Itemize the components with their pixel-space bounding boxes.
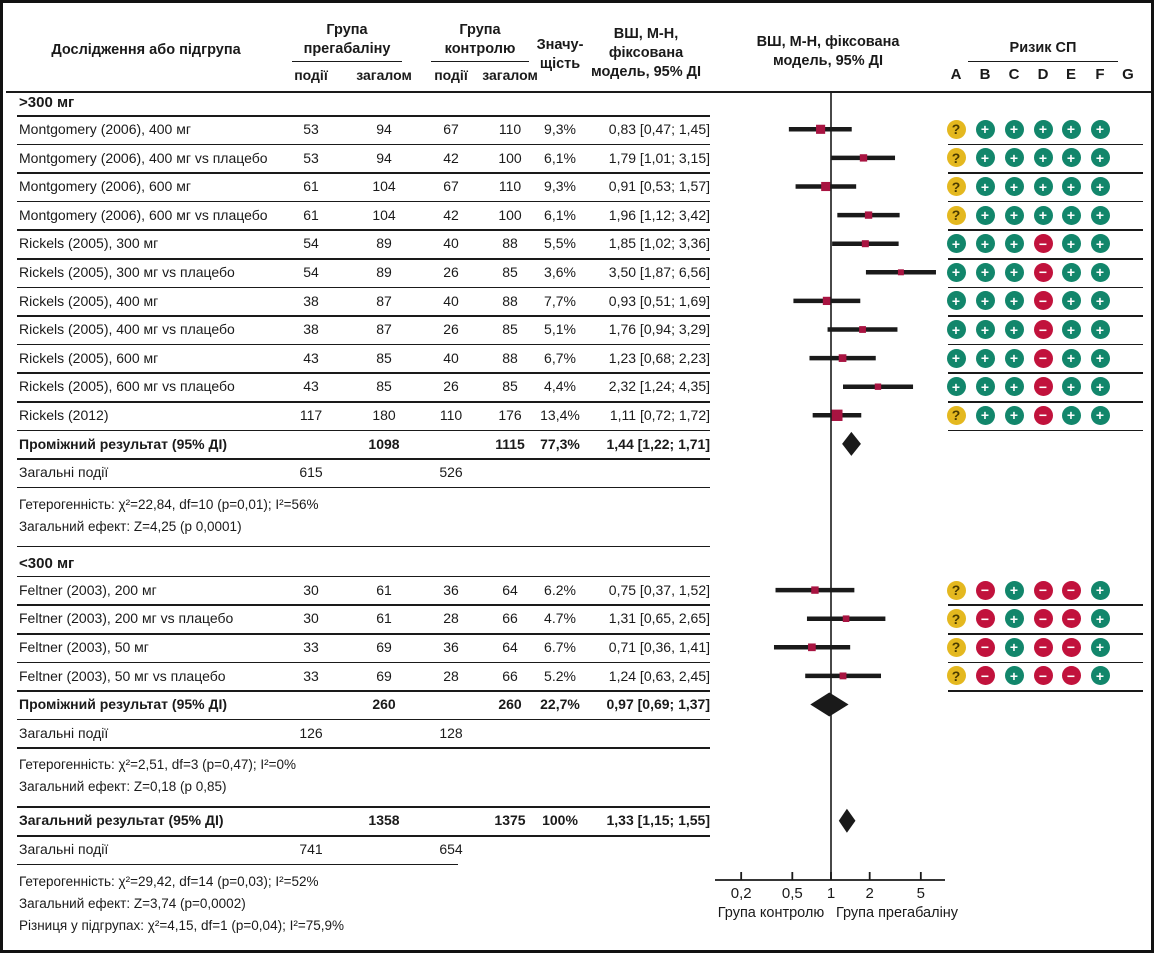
weight-cell: 3,6%: [544, 264, 576, 280]
risk-plus-icon: +: [947, 263, 966, 282]
risk-plus-icon: +: [976, 320, 995, 339]
risk-plus-icon: +: [976, 349, 995, 368]
study-name: Rickels (2005), 300 мг vs плацебо: [19, 264, 235, 280]
risk-plus-icon: +: [1091, 609, 1110, 628]
risk-plus-icon: +: [1091, 581, 1110, 600]
pregabalin-events-cell: 54: [303, 235, 319, 252]
weight-cell: 6,7%: [544, 349, 576, 366]
subtotal-weight: 22,7%: [540, 696, 580, 713]
or-ci-cell: 0,97 [0,69; 1,37]: [606, 696, 710, 713]
pregabalin-events-cell: 53: [303, 149, 319, 166]
subtotal-weight: 77,3%: [540, 435, 580, 452]
or-column-header: ВШ, М-Н, фіксована модель, 95% ДІ: [590, 26, 702, 80]
or-ci-cell: 1,33 [1,15; 1,55]: [606, 812, 710, 829]
subtotal-label: Проміжний результат (95% ДІ): [19, 435, 228, 452]
risk-plus-icon: +: [1034, 120, 1053, 139]
or-ci-cell: 0,91 [0,53; 1,57]: [608, 178, 710, 195]
study-name: Rickels (2005), 300 мг: [19, 235, 159, 252]
risk-plus-icon: +: [947, 349, 966, 368]
control-events-cell: 40: [443, 349, 459, 366]
risk-plus-icon: +: [1091, 349, 1110, 368]
row-divider: [948, 144, 1143, 146]
control-events-cell: 40: [443, 292, 459, 309]
control-events-cell: 42: [443, 206, 459, 223]
risk-plus-icon: +: [976, 377, 995, 396]
total-events-control: 128: [439, 724, 463, 741]
risk-plus-icon: +: [947, 377, 966, 396]
overall-pregabalin-total: 1358: [368, 812, 400, 829]
pregabalin-group-header: Група прегабаліну: [292, 21, 402, 62]
study-column-header: Дослідження або підгрупа: [51, 42, 241, 58]
risk-plus-icon: +: [1005, 177, 1024, 196]
pregabalin-total-cell: 94: [376, 121, 392, 137]
risk-plus-icon: +: [1005, 377, 1024, 396]
or-ci-cell: 0,83 [0,47; 1,45]: [608, 121, 710, 137]
subtotal-control-total: 260: [498, 696, 522, 713]
row-divider: [17, 487, 710, 489]
control-total-cell: 88: [502, 349, 518, 366]
total-events-label: Загальні події: [19, 464, 109, 481]
pregabalin-events-cell: 61: [303, 206, 319, 223]
row-divider: [948, 258, 1143, 260]
study-name: Rickels (2005), 400 мг: [19, 292, 159, 309]
weight-cell: 6,1%: [544, 206, 576, 223]
pregabalin-total-cell: 89: [376, 264, 392, 280]
axis-tick-label: 0,2: [730, 885, 752, 902]
pregabalin-events-header: події: [294, 67, 328, 83]
weight-cell: 5,1%: [544, 321, 576, 338]
control-total-cell: 176: [498, 407, 522, 423]
risk-plus-icon: +: [1062, 320, 1081, 339]
risk-letter-D: D: [1037, 66, 1049, 83]
risk-minus-icon: −: [1062, 609, 1081, 628]
risk-plus-icon: +: [976, 206, 995, 225]
risk-plus-icon: +: [1005, 581, 1024, 600]
risk-minus-icon: −: [1062, 666, 1081, 685]
study-name: Rickels (2005), 600 мг vs плацебо: [19, 378, 235, 395]
plot-column-header: ВШ, М-Н, фіксована модель, 95% ДІ: [756, 34, 900, 69]
control-total-cell: 64: [502, 639, 518, 655]
pregabalin-total-cell: 69: [376, 667, 392, 684]
risk-letter-B: B: [979, 66, 991, 83]
risk-minus-icon: −: [1034, 263, 1053, 282]
overall-weight: 100%: [542, 812, 578, 829]
overall-events-label: Загальні події: [19, 841, 109, 857]
heterogeneity-note: Загальний ефект: Z=4,25 (p 0,0001): [19, 518, 242, 534]
study-name: Feltner (2003), 50 мг vs плацебо: [19, 667, 226, 684]
pregabalin-events-cell: 54: [303, 264, 319, 280]
or-ci-cell: 1,31 [0,65, 2,65]: [608, 610, 710, 627]
risk-plus-icon: +: [1005, 120, 1024, 139]
control-events-cell: 40: [443, 235, 459, 252]
risk-letter-E: E: [1065, 66, 1076, 83]
risk-minus-icon: −: [1034, 320, 1053, 339]
weight-cell: 6.7%: [544, 639, 576, 655]
study-name: Feltner (2003), 200 мг vs плацебо: [19, 610, 234, 627]
weight-cell: 5.2%: [544, 667, 576, 684]
risk-plus-icon: +: [947, 320, 966, 339]
risk-plus-icon: +: [1091, 234, 1110, 253]
control-total-cell: 64: [502, 581, 518, 598]
control-events-cell: 28: [443, 610, 459, 627]
row-divider: [948, 372, 1143, 374]
pregabalin-total-cell: 104: [372, 206, 396, 223]
pregabalin-total-cell: 69: [376, 639, 392, 655]
risk-plus-icon: +: [1091, 377, 1110, 396]
study-name: Montgomery (2006), 600 мг vs плацебо: [19, 206, 268, 223]
risk-question-icon: ?: [947, 666, 966, 685]
study-name: Rickels (2005), 600 мг: [19, 349, 159, 366]
axis-left-label: Група контролю: [717, 905, 825, 921]
pregabalin-total-cell: 180: [372, 407, 396, 423]
pregabalin-events-cell: 61: [303, 178, 319, 195]
or-ci-cell: 1,85 [1,02; 3,36]: [608, 235, 710, 252]
risk-plus-icon: +: [1062, 291, 1081, 310]
total-events-label: Загальні події: [19, 724, 109, 741]
overall-heterogeneity-note: Гетерогенність: χ²=29,42, df=14 (p=0,03); I²=52%: [19, 873, 319, 889]
control-events-cell: 28: [443, 667, 459, 684]
risk-plus-icon: +: [1091, 148, 1110, 167]
risk-minus-icon: −: [1034, 291, 1053, 310]
row-divider: [948, 690, 1143, 692]
risk-letter-G: G: [1122, 66, 1134, 83]
risk-minus-icon: −: [1034, 406, 1053, 425]
risk-question-icon: ?: [947, 609, 966, 628]
control-total-cell: 66: [502, 667, 518, 684]
risk-minus-icon: −: [976, 666, 995, 685]
control-total-cell: 88: [502, 235, 518, 252]
risk-letter-A: A: [950, 66, 962, 83]
risk-column-header: Ризик СП: [968, 39, 1118, 62]
risk-minus-icon: −: [1034, 234, 1053, 253]
risk-plus-icon: +: [1005, 206, 1024, 225]
subtotal-pregabalin-total: 260: [372, 696, 396, 713]
risk-minus-icon: −: [1034, 581, 1053, 600]
risk-plus-icon: +: [1062, 148, 1081, 167]
risk-minus-icon: −: [1062, 638, 1081, 657]
weight-cell: 13,4%: [540, 407, 580, 423]
pregabalin-events-cell: 30: [303, 581, 319, 598]
risk-plus-icon: +: [1091, 120, 1110, 139]
risk-plus-icon: +: [976, 406, 995, 425]
weight-cell: 9,3%: [544, 121, 576, 137]
control-events-header: події: [434, 67, 468, 83]
risk-letter-F: F: [1095, 66, 1105, 83]
row-divider: [948, 201, 1143, 203]
risk-plus-icon: +: [1091, 291, 1110, 310]
risk-plus-icon: +: [1034, 177, 1053, 196]
study-name: Montgomery (2006), 600 мг: [19, 178, 191, 195]
pregabalin-total-cell: 94: [376, 149, 392, 166]
pregabalin-total-cell: 85: [376, 349, 392, 366]
or-ci-cell: 1,24 [0,63, 2,45]: [608, 667, 710, 684]
risk-plus-icon: +: [976, 291, 995, 310]
control-events-cell: 26: [443, 321, 459, 338]
control-events-cell: 42: [443, 149, 459, 166]
risk-minus-icon: −: [976, 638, 995, 657]
risk-question-icon: ?: [947, 406, 966, 425]
risk-plus-icon: +: [1062, 406, 1081, 425]
risk-plus-icon: +: [1062, 263, 1081, 282]
row-divider: [17, 835, 710, 837]
risk-plus-icon: +: [1091, 666, 1110, 685]
subtotal-label: Проміжний результат (95% ДІ): [19, 696, 228, 713]
row-divider: [17, 546, 710, 548]
axis-tick-label: 0,5: [781, 885, 803, 902]
total-events-control: 526: [439, 464, 463, 481]
row-divider: [17, 458, 710, 460]
control-events-cell: 26: [443, 378, 459, 395]
subgroup-header: <300 мг: [19, 554, 75, 572]
row-divider: [948, 172, 1143, 174]
control-total-cell: 85: [502, 321, 518, 338]
risk-minus-icon: −: [1034, 377, 1053, 396]
subtotal-pregabalin-total: 1098: [368, 435, 400, 452]
weight-cell: 9,3%: [544, 178, 576, 195]
risk-minus-icon: −: [1034, 609, 1053, 628]
risk-plus-icon: +: [1062, 234, 1081, 253]
or-ci-cell: 1,76 [0,94; 3,29]: [608, 321, 710, 338]
or-ci-cell: 1,79 [1,01; 3,15]: [608, 149, 710, 166]
study-name: Rickels (2005), 400 мг vs плацебо: [19, 321, 235, 338]
row-divider: [948, 430, 1143, 432]
risk-plus-icon: +: [1062, 206, 1081, 225]
pregabalin-total-cell: 61: [376, 610, 392, 627]
risk-plus-icon: +: [1005, 234, 1024, 253]
risk-plus-icon: +: [947, 291, 966, 310]
risk-plus-icon: +: [1091, 320, 1110, 339]
risk-plus-icon: +: [976, 177, 995, 196]
weight-column-header: Значу-щість: [536, 37, 584, 72]
risk-minus-icon: −: [976, 581, 995, 600]
study-name: Montgomery (2006), 400 мг vs плацебо: [19, 149, 268, 166]
or-ci-cell: 0,75 [0,37, 1,52]: [608, 581, 710, 598]
or-ci-cell: 0,93 [0,51; 1,69]: [608, 292, 710, 309]
row-divider: [17, 719, 710, 721]
axis-right-label: Група прегабаліну: [835, 905, 959, 921]
or-ci-cell: 2,32 [1,24; 4,35]: [608, 378, 710, 395]
risk-plus-icon: +: [1062, 377, 1081, 396]
subtotal-control-total: 1115: [495, 435, 525, 452]
risk-plus-icon: +: [1005, 148, 1024, 167]
overall-events-control: 654: [439, 841, 463, 857]
row-divider: [17, 747, 710, 749]
control-total-cell: 85: [502, 264, 518, 280]
risk-plus-icon: +: [1062, 120, 1081, 139]
row-divider: [17, 864, 458, 866]
weight-cell: 5,5%: [544, 235, 576, 252]
study-name: Rickels (2012): [19, 407, 109, 423]
axis-tick-label: 1: [826, 885, 836, 902]
control-total-cell: 100: [498, 149, 522, 166]
row-divider: [948, 287, 1143, 289]
weight-cell: 7,7%: [544, 292, 576, 309]
risk-plus-icon: +: [1005, 349, 1024, 368]
row-divider: [948, 229, 1143, 231]
heterogeneity-note: Гетерогенність: χ²=2,51, df=3 (p=0,47); I²=0%: [19, 757, 296, 773]
risk-plus-icon: +: [1091, 638, 1110, 657]
pregabalin-total-cell: 85: [376, 378, 392, 395]
control-total-cell: 100: [498, 206, 522, 223]
total-events-pregabalin: 126: [299, 724, 323, 741]
control-events-cell: 26: [443, 264, 459, 280]
row-divider: [948, 401, 1143, 403]
study-name: Montgomery (2006), 400 мг: [19, 121, 191, 137]
subgroup-header: >300 мг: [19, 94, 75, 111]
risk-plus-icon: +: [1062, 349, 1081, 368]
or-ci-cell: 1,96 [1,12; 3,42]: [608, 206, 710, 223]
risk-plus-icon: +: [1034, 206, 1053, 225]
overall-heterogeneity-note: Загальний ефект: Z=3,74 (p=0,0002): [19, 895, 246, 911]
risk-plus-icon: +: [976, 120, 995, 139]
risk-plus-icon: +: [1005, 291, 1024, 310]
overall-total-label: Загальний результат (95% ДІ): [19, 812, 224, 829]
pregabalin-events-cell: 53: [303, 121, 319, 137]
risk-plus-icon: +: [976, 148, 995, 167]
risk-question-icon: ?: [947, 206, 966, 225]
axis-tick-label: 5: [916, 885, 925, 902]
study-name: Feltner (2003), 200 мг: [19, 581, 157, 598]
risk-plus-icon: +: [1034, 148, 1053, 167]
pregabalin-total-cell: 87: [376, 292, 392, 309]
control-events-cell: 67: [443, 121, 459, 137]
or-ci-cell: 0,71 [0,36, 1,41]: [608, 639, 710, 655]
control-total-cell: 88: [502, 292, 518, 309]
study-name: Feltner (2003), 50 мг: [19, 639, 149, 655]
risk-plus-icon: +: [1091, 206, 1110, 225]
control-group-header: Група контролю: [431, 21, 529, 62]
control-total-header: загалом: [482, 67, 538, 83]
pregabalin-events-cell: 43: [303, 349, 319, 366]
weight-cell: 4.7%: [544, 610, 576, 627]
weight-cell: 4,4%: [544, 378, 576, 395]
row-divider: [948, 604, 1143, 606]
pregabalin-events-cell: 38: [303, 292, 319, 309]
pregabalin-events-cell: 30: [303, 610, 319, 627]
risk-plus-icon: +: [1005, 406, 1024, 425]
or-ci-cell: 1,44 [1,22; 1,71]: [606, 435, 710, 452]
row-divider: [948, 315, 1143, 317]
risk-plus-icon: +: [1005, 638, 1024, 657]
risk-minus-icon: −: [1062, 581, 1081, 600]
control-events-cell: 67: [443, 178, 459, 195]
total-events-pregabalin: 615: [299, 464, 323, 481]
risk-plus-icon: +: [1091, 263, 1110, 282]
risk-plus-icon: +: [1091, 406, 1110, 425]
risk-letter-C: C: [1008, 66, 1020, 83]
risk-plus-icon: +: [976, 234, 995, 253]
risk-question-icon: ?: [947, 581, 966, 600]
weight-cell: 6.2%: [544, 581, 576, 598]
heterogeneity-note: Загальний ефект: Z=0,18 (p 0,85): [19, 779, 227, 795]
control-events-cell: 36: [443, 581, 459, 598]
risk-plus-icon: +: [1005, 666, 1024, 685]
pregabalin-events-cell: 33: [303, 639, 319, 655]
row-divider: [948, 633, 1143, 635]
risk-plus-icon: +: [1091, 177, 1110, 196]
row-divider: [948, 344, 1143, 346]
overall-events-pregabalin: 741: [299, 841, 323, 857]
control-total-cell: 85: [502, 378, 518, 395]
risk-question-icon: ?: [947, 120, 966, 139]
risk-plus-icon: +: [976, 263, 995, 282]
pregabalin-events-cell: 117: [299, 407, 323, 423]
pregabalin-total-cell: 61: [376, 581, 392, 598]
or-ci-cell: 1,23 [0,68; 2,23]: [608, 349, 710, 366]
risk-plus-icon: +: [1005, 263, 1024, 282]
pregabalin-total-cell: 87: [376, 321, 392, 338]
pregabalin-total-header: загалом: [356, 67, 412, 83]
control-total-cell: 110: [498, 178, 522, 195]
risk-plus-icon: +: [947, 234, 966, 253]
axis-tick-label: 2: [865, 885, 874, 902]
risk-question-icon: ?: [947, 638, 966, 657]
control-events-cell: 110: [439, 407, 463, 423]
control-total-cell: 110: [498, 121, 522, 137]
risk-minus-icon: −: [1034, 349, 1053, 368]
risk-minus-icon: −: [976, 609, 995, 628]
heterogeneity-note: Гетерогенність: χ²=22,84, df=10 (p=0,01); I²=56%: [19, 496, 319, 512]
row-divider: [948, 662, 1143, 664]
pregabalin-total-cell: 104: [372, 178, 396, 195]
control-total-cell: 66: [502, 610, 518, 627]
pregabalin-events-cell: 43: [303, 378, 319, 395]
risk-question-icon: ?: [947, 148, 966, 167]
risk-minus-icon: −: [1034, 638, 1053, 657]
pregabalin-events-cell: 38: [303, 321, 319, 338]
overall-heterogeneity-note: Різниця у підгрупах: χ²=4,15, df=1 (p=0,04); I²=75,9%: [19, 917, 344, 933]
overall-control-total: 1375: [494, 812, 526, 829]
risk-minus-icon: −: [1034, 666, 1053, 685]
risk-plus-icon: +: [1005, 609, 1024, 628]
control-events-cell: 36: [443, 639, 459, 655]
risk-plus-icon: +: [1005, 320, 1024, 339]
risk-plus-icon: +: [1062, 177, 1081, 196]
weight-cell: 6,1%: [544, 149, 576, 166]
risk-question-icon: ?: [947, 177, 966, 196]
pregabalin-events-cell: 33: [303, 667, 319, 684]
pregabalin-total-cell: 89: [376, 235, 392, 252]
or-ci-cell: 3,50 [1,87; 6,56]: [608, 264, 710, 280]
or-ci-cell: 1,11 [0,72; 1,72]: [609, 407, 710, 423]
